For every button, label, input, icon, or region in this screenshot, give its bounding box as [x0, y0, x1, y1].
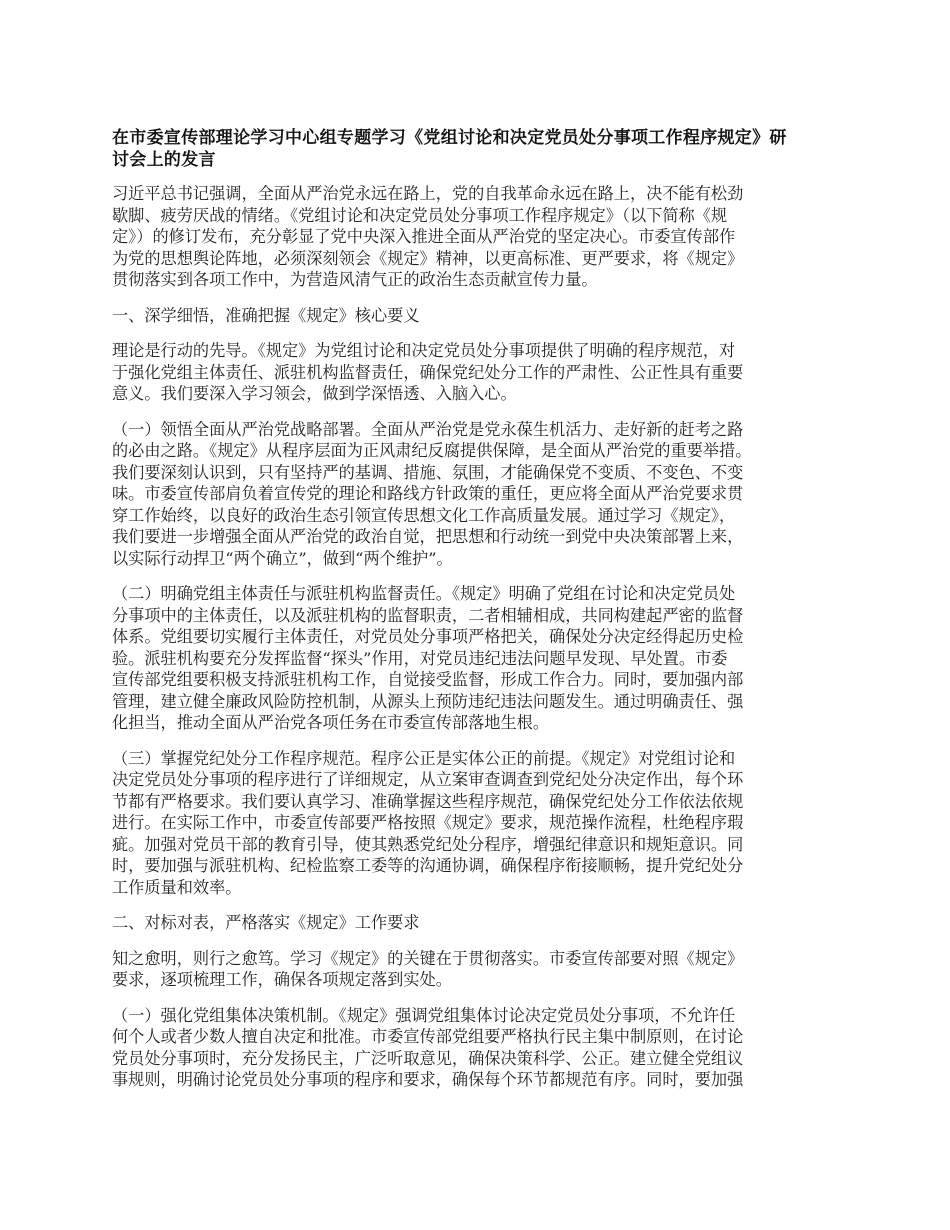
paragraph	[112, 1005, 857, 1091]
text-line: 的必由之路。《规定》从程序层面为正风肃纪反腐提供保障，是全面从严治党的重要举措。	[112, 441, 752, 460]
text-line: 分事项中的主体责任，以及派驻机构的监督职责，二者相辅相成，共同构建起严密的监督	[112, 605, 744, 625]
text-line: 一、深学细悟，准确把握《规定》核心要义	[112, 305, 420, 325]
paragraph	[112, 183, 857, 291]
text-line: 化担当，推动全面从严治党各项任务在市委宣传部落地生根。	[112, 713, 550, 732]
section-heading	[112, 305, 857, 327]
text-line: 要求，逐项梳理工作，确保各项规定落到实处。	[112, 970, 452, 989]
text-line: 验。派驻机构要充分发挥监督“探头”作用，对党员违纪违法问题早发现、早处置。市委	[112, 648, 728, 668]
text-line: 工作质量和效率。	[112, 877, 242, 897]
text-line: 于强化党组主体责任、派驻机构监督责任，确保党纪处分工作的严肃性、公正性具有重要	[112, 362, 744, 382]
text-line: 以实际行动捍卫“两个确立”，做到“两个维护”。	[112, 548, 453, 568]
paragraph	[112, 948, 857, 991]
title-line: 在市委宣传部理论学习中心组专题学习《党组讨论和决定党员处分事项工作程序规定》研	[112, 128, 787, 148]
text-line: 决定党员处分事项的程序进行了详细规定，从立案审查调查到党纪处分决定作出，每个环	[112, 770, 744, 789]
text-line: 二、对标对表，严格落实《规定》工作要求	[112, 913, 420, 932]
title-line: 讨会上的发言	[112, 150, 216, 170]
text-line: 知之愈明，则行之愈笃。学习《规定》的关键在于贯彻落实。市委宣传部要对照《规定》	[112, 948, 744, 968]
text-line: 何个人或者少数人擅自决定和批准。市委宣传部党组要严格执行民主集中制原则，在讨论	[112, 1027, 744, 1046]
text-line: 理论是行动的先导。《规定》为党组讨论和决定党员处分事项提供了明确的程序规范，对	[112, 341, 736, 360]
text-line: 节都有严格要求。我们要认真学习、准确掌握这些程序规范，确保党纪处分工作依法依规	[112, 791, 744, 811]
document-body	[112, 183, 857, 1091]
text-line: （一）强化党组集体决策机制。《规定》强调党组集体讨论决定党员处分事项，不允许任	[112, 1005, 736, 1025]
paragraph	[112, 419, 857, 570]
text-line: （三）掌握党纪处分工作程序规范。程序公正是实体公正的前提。《规定》对党组讨论和	[112, 748, 736, 768]
text-line: 习近平总书记强调，全面从严治党永远在路上，党的自我革命永远在路上，决不能有松劲	[112, 184, 744, 203]
text-line: 时，要加强与派驻机构、纪检监察工委等的沟通协调，确保程序衔接顺畅，提升党纪处分	[112, 856, 744, 875]
text-line: 进行。在实际工作中，市委宣传部要严格按照《规定》要求，规范操作流程，杜绝程序瑕	[112, 813, 744, 832]
document-title	[112, 127, 857, 171]
text-line: 我们要进一步增强全面从严治党的政治自觉，把思想和行动统一到党中央决策部署上来，	[112, 527, 744, 546]
text-line: 宣传部党组要积极支持派驻机构工作，自觉接受监督，形成工作合力。同时，要加强内部	[112, 670, 744, 689]
text-line: 味。市委宣传部肩负着宣传党的理论和路线方针政策的重任，更应将全面从严治党要求贯	[112, 484, 744, 503]
text-line: 体系。党组要切实履行主体责任，对党员处分事项严格把关，确保处分决定经得起历史检	[112, 627, 744, 646]
paragraph	[112, 340, 857, 405]
section-heading	[112, 912, 857, 934]
text-line: 意义。我们要深入学习领会，做到学深悟透、入脑入心。	[112, 384, 517, 403]
text-line: 贯彻落实到各项工作中，为营造风清气正的政治生态贡献宣传力量。	[112, 270, 598, 289]
text-line: 管理，建立健全廉政风险防控机制，从源头上预防违纪违法问题发生。通过明确责任、强	[112, 691, 744, 711]
text-line: 疵。加强对党员干部的教育引导，使其熟悉党纪处分程序，增强纪律意识和规矩意识。同	[112, 834, 744, 854]
text-line: 穿工作始终，以良好的政治生态引领宣传思想文化工作高质量发展。通过学习《规定》，	[112, 505, 736, 525]
text-line: 为党的思想舆论阵地，必须深刻领会《规定》精神，以更高标准、更严要求，将《规定》	[112, 248, 744, 268]
text-line: 我们要深刻认识到，只有坚持严的基调、措施、氛围，才能确保党不变质、不变色、不变	[112, 462, 744, 482]
document-page	[112, 127, 857, 1105]
text-line: （一）领悟全面从严治党战略部署。全面从严治党是党永葆生机活力、走好新的赶考之路	[112, 419, 744, 439]
paragraph	[112, 748, 857, 899]
text-line: 事规则，明确讨论党员处分事项的程序和要求，确保每个环节都规范有序。同时，要加强	[112, 1070, 744, 1089]
text-line: 歇脚、疲劳厌战的情绪。《党组讨论和决定党员处分事项工作程序规定》（以下简称《规	[112, 205, 728, 225]
text-line: 定》）的修订发布，充分彰显了党中央深入推进全面从严治党的坚定决心。市委宣传部作	[112, 227, 736, 246]
paragraph	[112, 583, 857, 734]
text-line: （二）明确党组主体责任与派驻机构监督责任。《规定》明确了党组在讨论和决定党员处	[112, 584, 736, 603]
text-line: 党员处分事项时，充分发扬民主，广泛听取意见，确保决策科学、公正。建立健全党组议	[112, 1048, 744, 1068]
